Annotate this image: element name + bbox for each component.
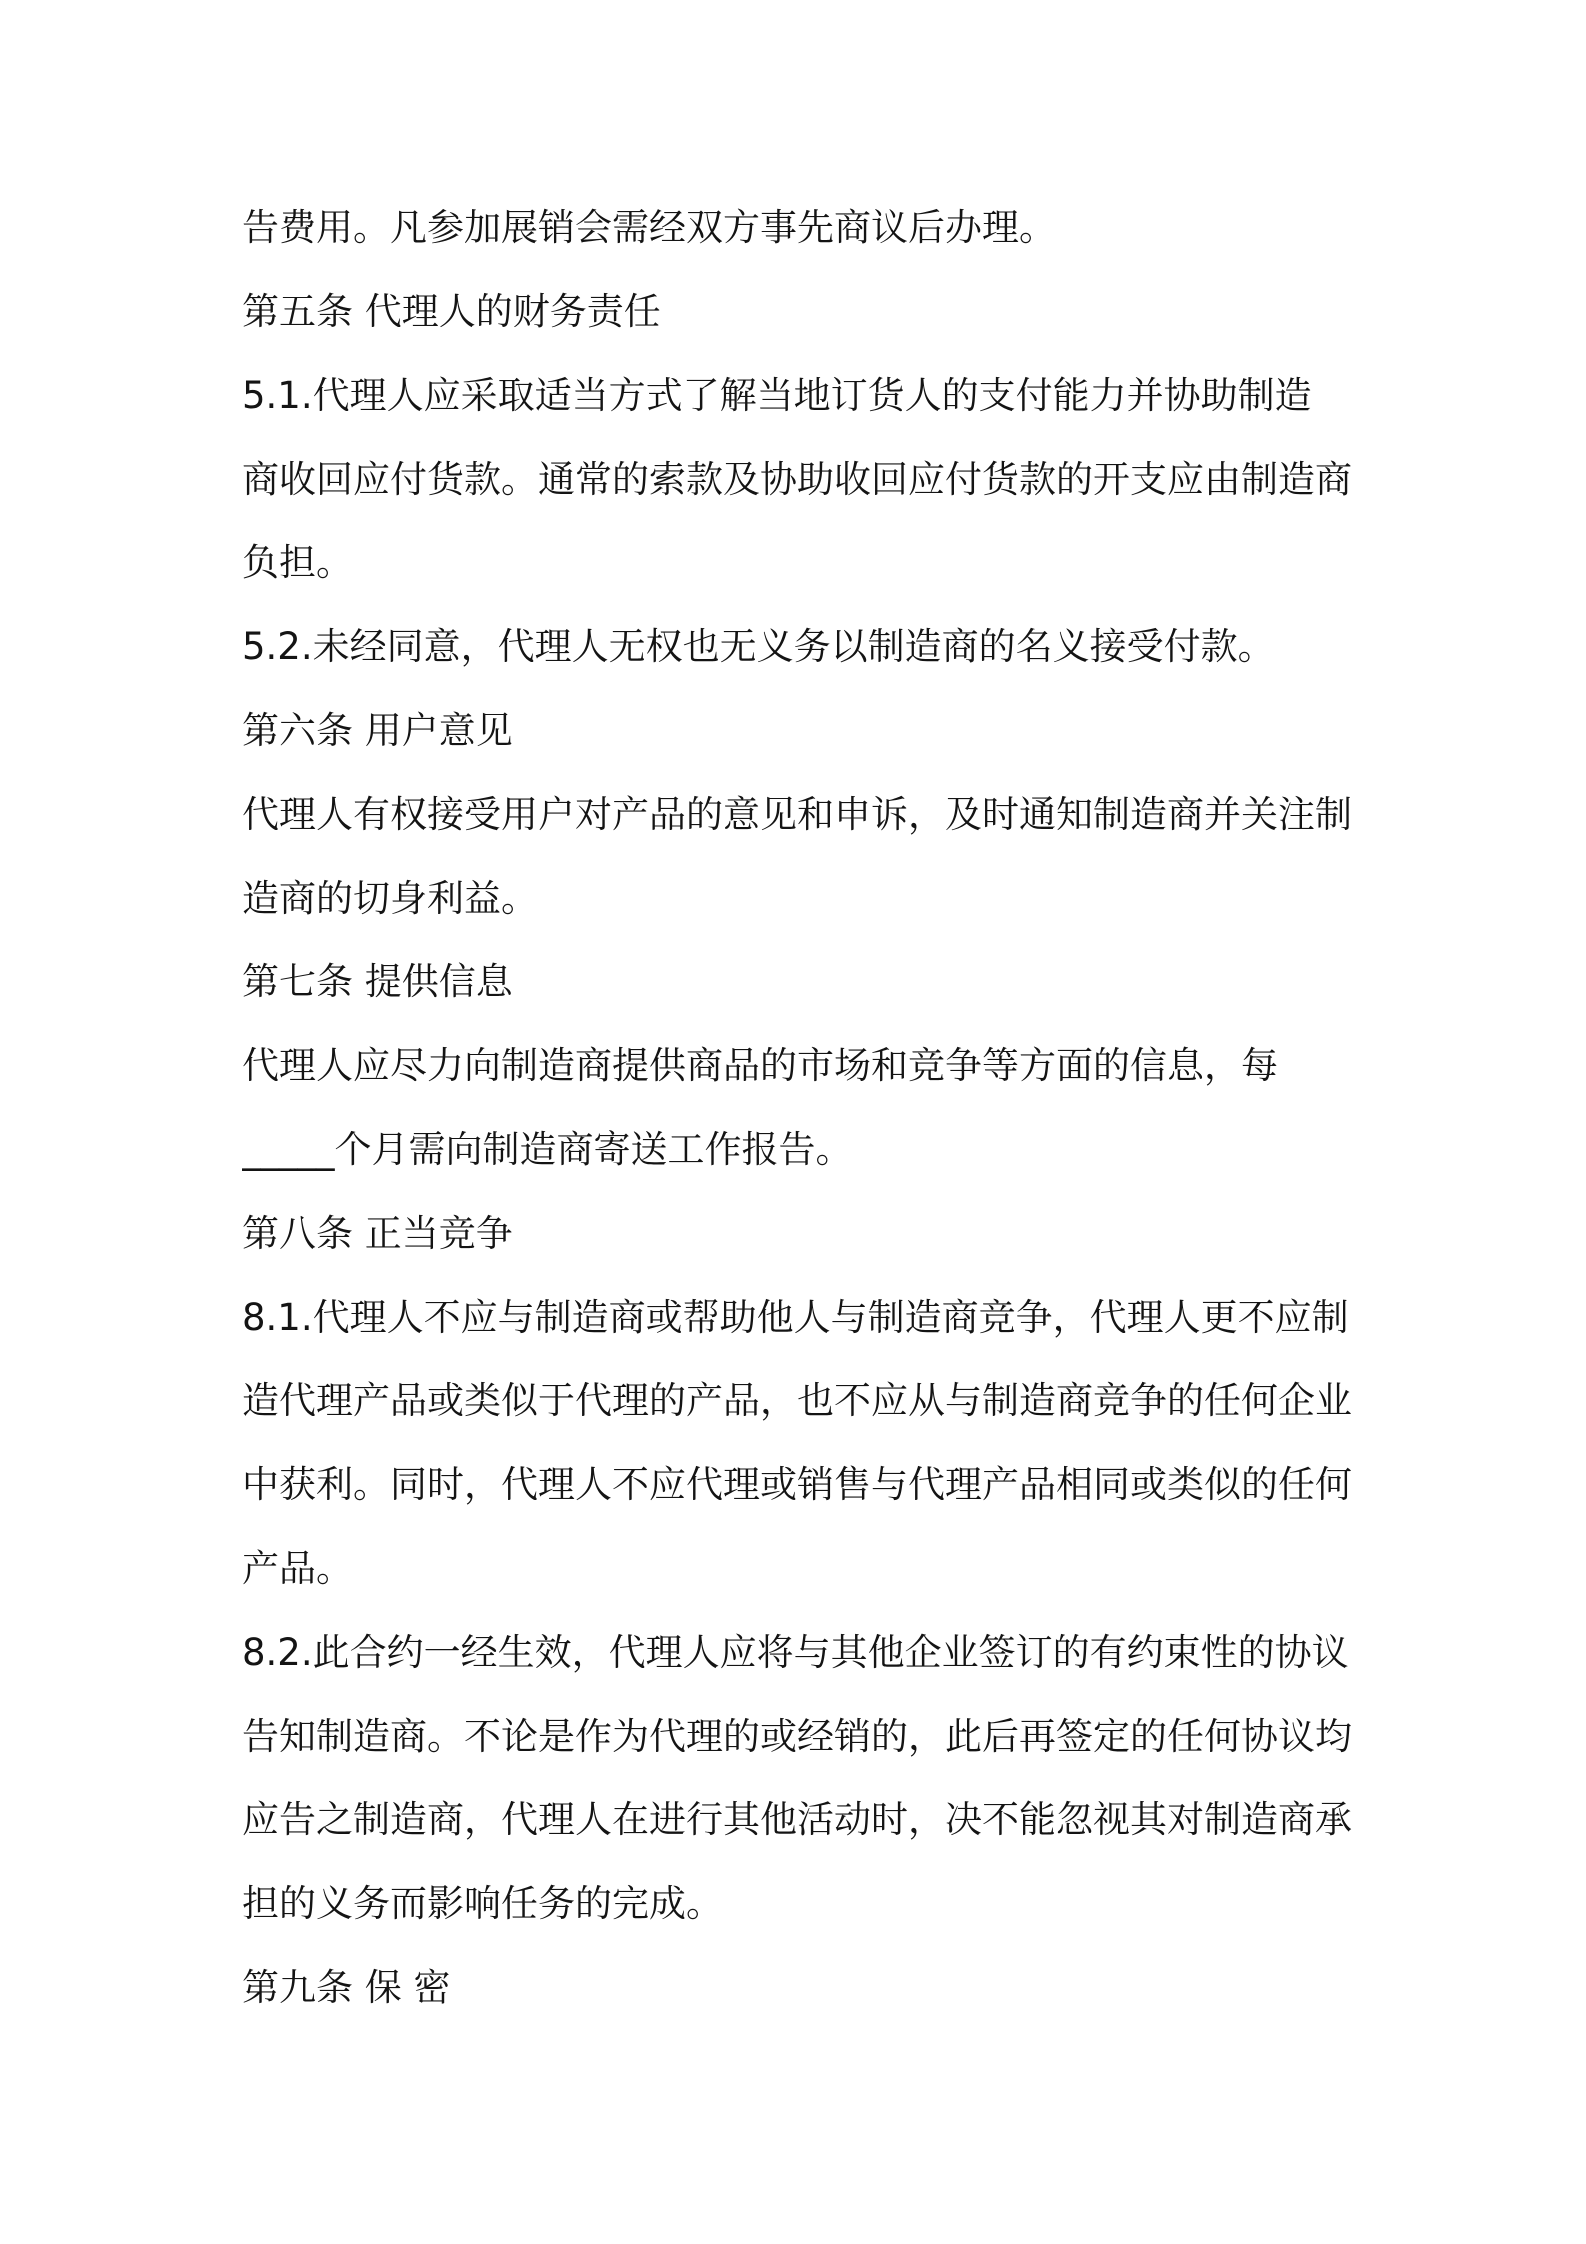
text-line: 8.2.此合约一经生效，代理人应将与其他企业签订的有约束性的协议 xyxy=(242,1631,1349,1674)
text-line: 5.1.代理人应采取适当方式了解当地订货人的支付能力并协助制造 xyxy=(242,374,1312,417)
text-line: 告知制造商。不论是作为代理的或经销的，此后再签定的任何协议均 xyxy=(242,1715,1352,1758)
text-line: 应告之制造商，代理人在进行其他活动时，决不能忽视其对制造商承 xyxy=(242,1798,1352,1841)
text-line: 代理人有权接受用户对产品的意见和申诉，及时通知制造商并关注制 xyxy=(242,793,1352,836)
section-heading: 第六条 用户意见 xyxy=(242,709,513,752)
text-line: 5.2.未经同意，代理人无权也无义务以制造商的名义接受付款。 xyxy=(242,625,1275,668)
text-line: 担的义务而影响任务的完成。 xyxy=(242,1882,723,1925)
text-line: 造代理产品或类似于代理的产品，也不应从与制造商竞争的任何企业 xyxy=(242,1379,1352,1422)
section-heading: 第九条 保 密 xyxy=(242,1966,451,2009)
text-line: 代理人应尽力向制造商提供商品的市场和竞争等方面的信息，每 xyxy=(242,1044,1278,1087)
text-line: 造商的切身利益。 xyxy=(242,877,538,920)
section-heading: 第五条 代理人的财务责任 xyxy=(242,290,661,333)
text-line: 告费用。凡参加展销会需经双方事先商议后办理。 xyxy=(242,206,1056,249)
text-line: 产品。 xyxy=(242,1547,353,1590)
text-line: 中获利。同时，代理人不应代理或销售与代理产品相同或类似的任何 xyxy=(242,1463,1352,1506)
text-line: 商收回应付货款。通常的索款及协助收回应付货款的开支应由制造商 xyxy=(242,458,1352,501)
section-heading: 第八条 正当竞争 xyxy=(242,1212,513,1255)
text-line: 8.1.代理人不应与制造商或帮助他人与制造商竞争，代理人更不应制 xyxy=(242,1296,1349,1339)
text-line: 负担。 xyxy=(242,541,353,584)
text-line: _____个月需向制造商寄送工作报告。 xyxy=(242,1128,853,1171)
section-heading: 第七条 提供信息 xyxy=(242,960,513,1003)
